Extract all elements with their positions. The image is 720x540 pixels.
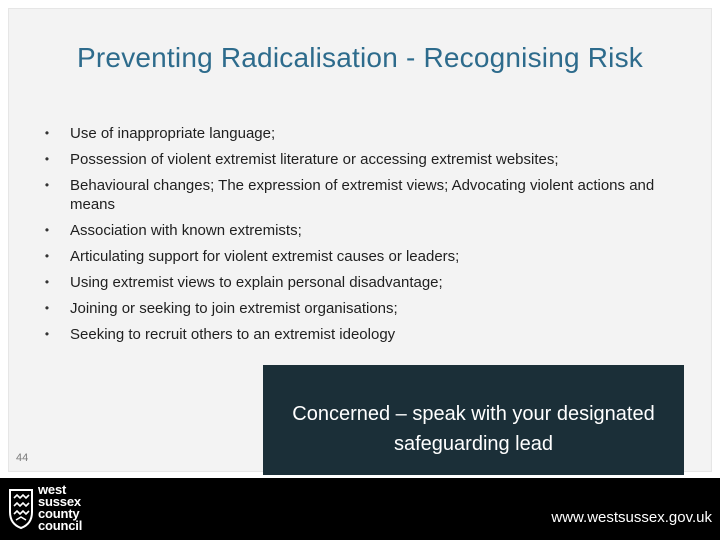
bullet-icon: • [44,126,50,140]
bullet-item [40,221,660,240]
bullet-item [40,124,660,143]
bullet-icon: • [44,152,50,166]
bullet-text: Possession of violent extremist literature or accessing extremist websites; [70,151,559,168]
bullet-item [40,299,660,318]
bullet-text: Joining or seeking to join extremist organisations; [70,300,398,317]
bullet-item [40,325,660,344]
logo-line: county [38,506,80,521]
bullet-text: Seeking to recruit others to an extremist ideology [70,326,396,343]
bullet-item [40,247,660,266]
bullet-icon: • [44,223,50,237]
slide-title: Preventing Radicalisation - Recognising Risk [77,42,643,73]
bullet-icon: • [44,249,50,263]
bullet-text: Articulating support for violent extremist causes or leaders; [70,248,460,265]
logo-wordmark [38,484,82,532]
bullet-icon: • [44,327,50,341]
logo-line: west [38,482,67,497]
bullet-text: Use of inappropriate language; [70,125,276,142]
bullet-item [40,176,660,214]
bullet-text: Behavioural changes; The expression of extremist views; Advocating violent actions and means [70,177,655,213]
website-url: www.westsussex.gov.uk [551,509,712,526]
logo-line: council [38,518,83,533]
footer-bar [0,478,720,540]
bullet-icon: • [44,178,50,192]
logo-line: sussex [38,494,81,509]
callout-text: Concerned – speak with your designated safeguarding lead [292,403,655,455]
slide-number: 44 [16,452,29,464]
bullet-item [40,150,660,169]
bullet-text: Association with known extremists; [70,222,302,239]
bullet-icon: • [44,301,50,315]
bullet-text: Using extremist views to explain personal disadvantage; [70,274,443,291]
bullet-list [40,124,660,351]
safeguarding-callout [263,365,684,475]
bullet-item [40,273,660,292]
bullet-icon: • [44,275,50,289]
shield-crest-icon [8,486,34,530]
